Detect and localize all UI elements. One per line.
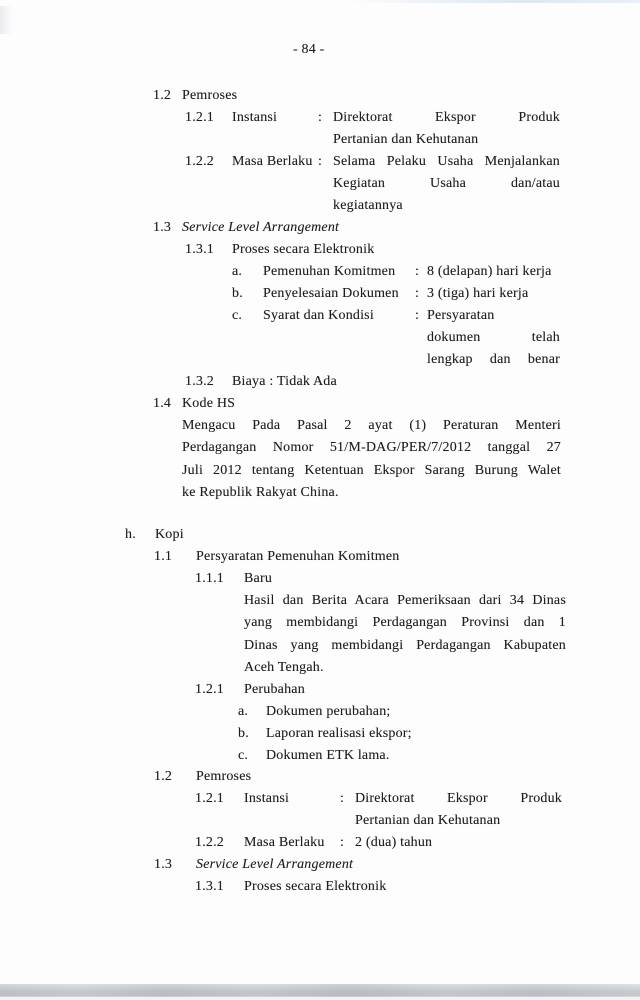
line-g-masa-2 xyxy=(0,176,640,194)
line-h-baru-p1 xyxy=(0,593,640,611)
list-letter: a. xyxy=(238,704,249,719)
item-label: Persyaratan Pemenuhan Komitmen xyxy=(196,549,400,564)
item-label: Biaya : Tidak Ada xyxy=(232,374,337,389)
paragraph-line: Mengacu Pada Pasal 2 ayat (1) Peraturan Menteri xyxy=(182,418,561,433)
value-line: Direktorat Ekspor Produk xyxy=(333,110,560,125)
value-line: 8 (delapan) hari kerja xyxy=(427,264,552,279)
item-label: Penyelesaian Dokumen xyxy=(263,286,399,301)
paragraph-line: yang membidangi Perdagangan Provinsi dan 1 xyxy=(244,615,566,630)
item-number: 1.2.1 xyxy=(195,791,224,806)
line-g-instansi-1 xyxy=(0,110,640,128)
line-h-item-b xyxy=(0,726,640,744)
list-letter: b. xyxy=(232,286,243,301)
value-line: Selama Pelaku Usaha Menjalankan xyxy=(333,154,560,169)
paragraph-line: Juli 2012 tentang Ketentuan Ekspor Sarang Burung Walet xyxy=(182,463,561,478)
line-g-item-c-3 xyxy=(0,352,640,370)
item-label: Service Level Arrangement xyxy=(182,220,340,235)
paragraph-line: Perdagangan Nomor 51/M-DAG/PER/7/2012 tanggal 27 xyxy=(182,440,561,455)
item-number: 1.2.2 xyxy=(185,154,214,169)
item-number: 1.2.2 xyxy=(195,835,224,850)
item-label: Proses secara Elektronik xyxy=(244,879,387,894)
colon: : xyxy=(318,154,323,169)
item-number: 1.1.1 xyxy=(195,571,224,586)
item-label: Pemroses xyxy=(182,88,238,103)
line-g-masa-3 xyxy=(0,198,640,216)
value-line: Pertanian dan Kehutanan xyxy=(355,813,501,828)
scan-edge-tint xyxy=(340,0,640,3)
line-g-kodehs-p1 xyxy=(0,418,640,436)
item-label: Syarat dan Kondisi xyxy=(263,308,374,323)
list-letter: h. xyxy=(125,527,136,542)
paragraph-line: Dinas yang membidangi Perdagangan Kabupaten xyxy=(244,638,566,653)
line-g-item-c-1 xyxy=(0,308,640,326)
line-g-pemroses xyxy=(0,88,640,106)
value-line: 3 (tiga) hari kerja xyxy=(427,286,529,301)
value-line: 2 (dua) tahun xyxy=(355,835,433,850)
value-line: kegiatannya xyxy=(333,198,403,213)
item-label: Laporan realisasi ekspor; xyxy=(266,726,412,741)
colon: : xyxy=(340,835,345,850)
item-number: 1.2.1 xyxy=(185,110,214,125)
line-h-instansi-1 xyxy=(0,791,640,809)
item-number: 1.3.1 xyxy=(185,242,214,257)
line-g-kodehs-p3 xyxy=(0,463,640,481)
item-number: 1.3 xyxy=(153,220,172,235)
item-label: Proses secara Elektronik xyxy=(232,242,375,257)
line-g-item-b xyxy=(0,286,640,304)
item-number: 1.3.2 xyxy=(185,374,214,389)
item-label: Instansi xyxy=(244,791,290,806)
line-g-item-a xyxy=(0,264,640,282)
line-g-biaya xyxy=(0,374,640,392)
list-letter: c. xyxy=(238,748,249,763)
line-h-baru-p3 xyxy=(0,638,640,656)
item-number: 1.3.1 xyxy=(195,879,224,894)
item-label: Instansi xyxy=(232,110,278,125)
item-label: Masa Berlaku xyxy=(232,154,313,169)
item-label: Pemroses xyxy=(196,769,252,784)
page-number: - 84 - xyxy=(293,42,325,57)
value-line: Pertanian dan Kehutanan xyxy=(333,132,479,147)
paragraph-line: Hasil dan Berita Acara Pemeriksaan dari 34 Dinas xyxy=(244,593,566,608)
item-label: Masa Berlaku xyxy=(244,835,325,850)
value-line: Persyaratan xyxy=(427,308,495,323)
colon: : xyxy=(340,791,345,806)
colon: : xyxy=(415,286,420,301)
item-label: Baru xyxy=(244,571,273,586)
line-h-item-a xyxy=(0,704,640,722)
line-h-persyaratan xyxy=(0,549,640,567)
item-number: 1.4 xyxy=(153,396,172,411)
line-h-instansi-2 xyxy=(0,813,640,831)
line-g-item-c-2 xyxy=(0,330,640,348)
line-g-sla xyxy=(0,220,640,238)
list-letter: b. xyxy=(238,726,249,741)
colon: : xyxy=(318,110,323,125)
line-g-masa-1 xyxy=(0,154,640,172)
line-g-instansi-2 xyxy=(0,132,640,150)
line-h-sla xyxy=(0,857,640,875)
line-h-item-c xyxy=(0,748,640,766)
line-h-header xyxy=(0,527,640,545)
colon: : xyxy=(415,308,420,323)
scan-edge-smudge xyxy=(0,6,13,34)
item-label: Service Level Arrangement xyxy=(196,857,354,872)
line-h-baru-p2 xyxy=(0,615,640,633)
item-number: 1.2.1 xyxy=(195,682,224,697)
line-g-kodehs xyxy=(0,396,640,414)
scan-shadow-band xyxy=(0,984,640,997)
line-h-proses xyxy=(0,879,640,897)
line-h-baru-p4 xyxy=(0,660,640,678)
item-label: Dokumen perubahan; xyxy=(266,704,391,719)
value-line: Kegiatan Usaha dan/atau xyxy=(333,176,560,191)
line-g-proses xyxy=(0,242,640,260)
value-line: lengkap dan benar xyxy=(427,352,560,367)
line-h-perubahan xyxy=(0,682,640,700)
line-g-kodehs-p2 xyxy=(0,440,640,458)
item-number: 1.1 xyxy=(154,549,173,564)
value-line: Direktorat Ekspor Produk xyxy=(355,791,562,806)
item-number: 1.2 xyxy=(154,769,173,784)
item-label: Pemenuhan Komitmen xyxy=(263,264,396,279)
item-number: 1.2 xyxy=(153,88,172,103)
section-title: Kopi xyxy=(155,527,184,542)
item-label: Dokumen ETK lama. xyxy=(266,748,390,763)
line-h-masa xyxy=(0,835,640,853)
list-letter: c. xyxy=(232,308,243,323)
line-h-pemroses xyxy=(0,769,640,787)
item-number: 1.3 xyxy=(154,857,173,872)
colon: : xyxy=(415,264,420,279)
paragraph-line: ke Republik Rakyat China. xyxy=(182,485,339,500)
line-h-baru xyxy=(0,571,640,589)
value-line: dokumen telah xyxy=(427,330,560,345)
paragraph-line: Aceh Tengah. xyxy=(244,660,324,675)
item-label: Kode HS xyxy=(182,396,236,411)
item-label: Perubahan xyxy=(244,682,305,697)
line-g-kodehs-p4 xyxy=(0,485,640,503)
list-letter: a. xyxy=(232,264,243,279)
